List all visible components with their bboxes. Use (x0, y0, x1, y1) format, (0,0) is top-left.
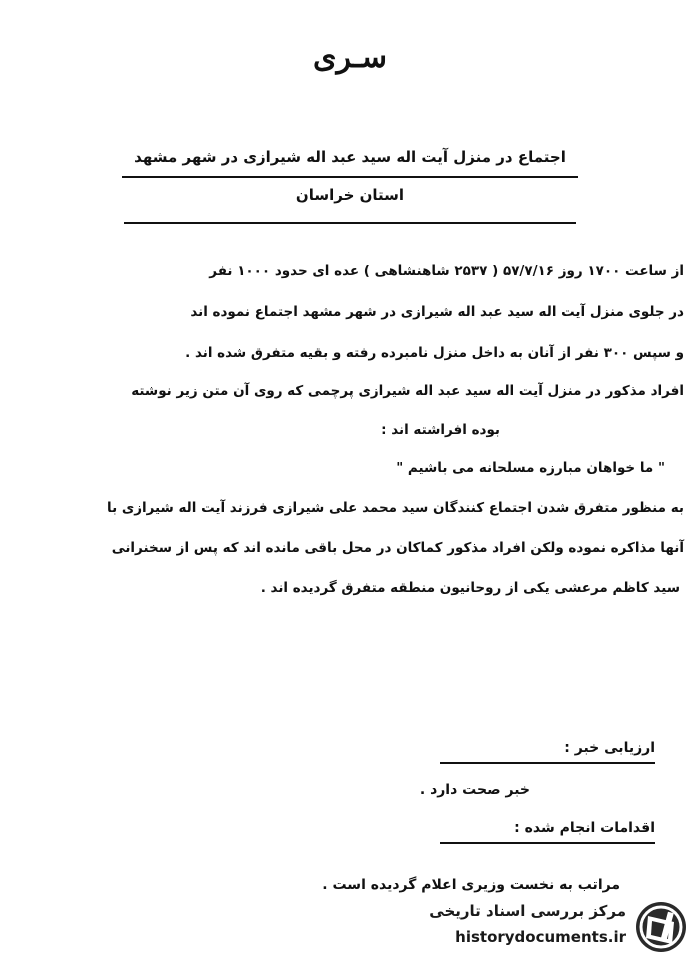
body-line: به منظور متفرق شدن اجتماع کنندگان سید محمد علی شیرازی فرزند آیت اله شیرازی با (107, 500, 684, 516)
evaluation-underline (440, 762, 655, 764)
document-subject: اجتماع در منزل آیت اله سید عبد اله شیرازی در شهر مشهد (134, 148, 566, 166)
province-underline (124, 222, 576, 224)
archive-watermark (398, 896, 688, 960)
body-line: در جلوی منزل آیت اله سید عبد اله شیرازی در شهر مشهد اجتماع نموده اند (190, 304, 684, 320)
evaluation-value: خبر صحت دارد . (419, 782, 530, 798)
watermark-url[interactable]: historydocuments.ir (455, 928, 626, 946)
subject-underline (122, 176, 578, 178)
body-line: از ساعت ۱۷۰۰ روز ۵۷/۷/۱۶ ( ۲۵۳۷ شاهنشاهی ) عده ای حدود ۱۰۰۰ نفر (209, 263, 684, 279)
actions-label: اقدامات انجام شده : (514, 820, 655, 836)
banner-slogan: " ما خواهان مبارزه مسلحانه می باشیم " (396, 460, 665, 476)
archive-logo-icon (634, 900, 688, 954)
body-line: افراد مذکور در منزل آیت اله سید عبد اله شیرازی پرچمی که روی آن متن زیر نوشته (131, 383, 684, 399)
evaluation-label: ارزیابی خبر : (564, 740, 655, 756)
document-province: استان خراسان (295, 186, 405, 204)
body-line: آنها مذاکره نموده ولکن افراد مذکور کماکان در محل باقی مانده اند که پس از سخنرانی (111, 540, 684, 556)
actions-value: مراتب به نخست وزیری اعلام گردیده است . (322, 877, 620, 893)
body-line: بوده افراشته اند : (381, 422, 500, 438)
actions-underline (440, 842, 655, 844)
body-line: و سپس ۳۰۰ نفر از آنان به داخل منزل نامبرده رفته و بقیه متفرق شده اند . (185, 345, 684, 361)
body-line: سید کاظم مرعشی یکی از روحانیون منطقه متفرق گردیده اند . (260, 580, 680, 596)
watermark-title: مرکز بررسی اسناد تاریخی (429, 902, 626, 920)
classification-heading: سـرى (313, 40, 387, 75)
